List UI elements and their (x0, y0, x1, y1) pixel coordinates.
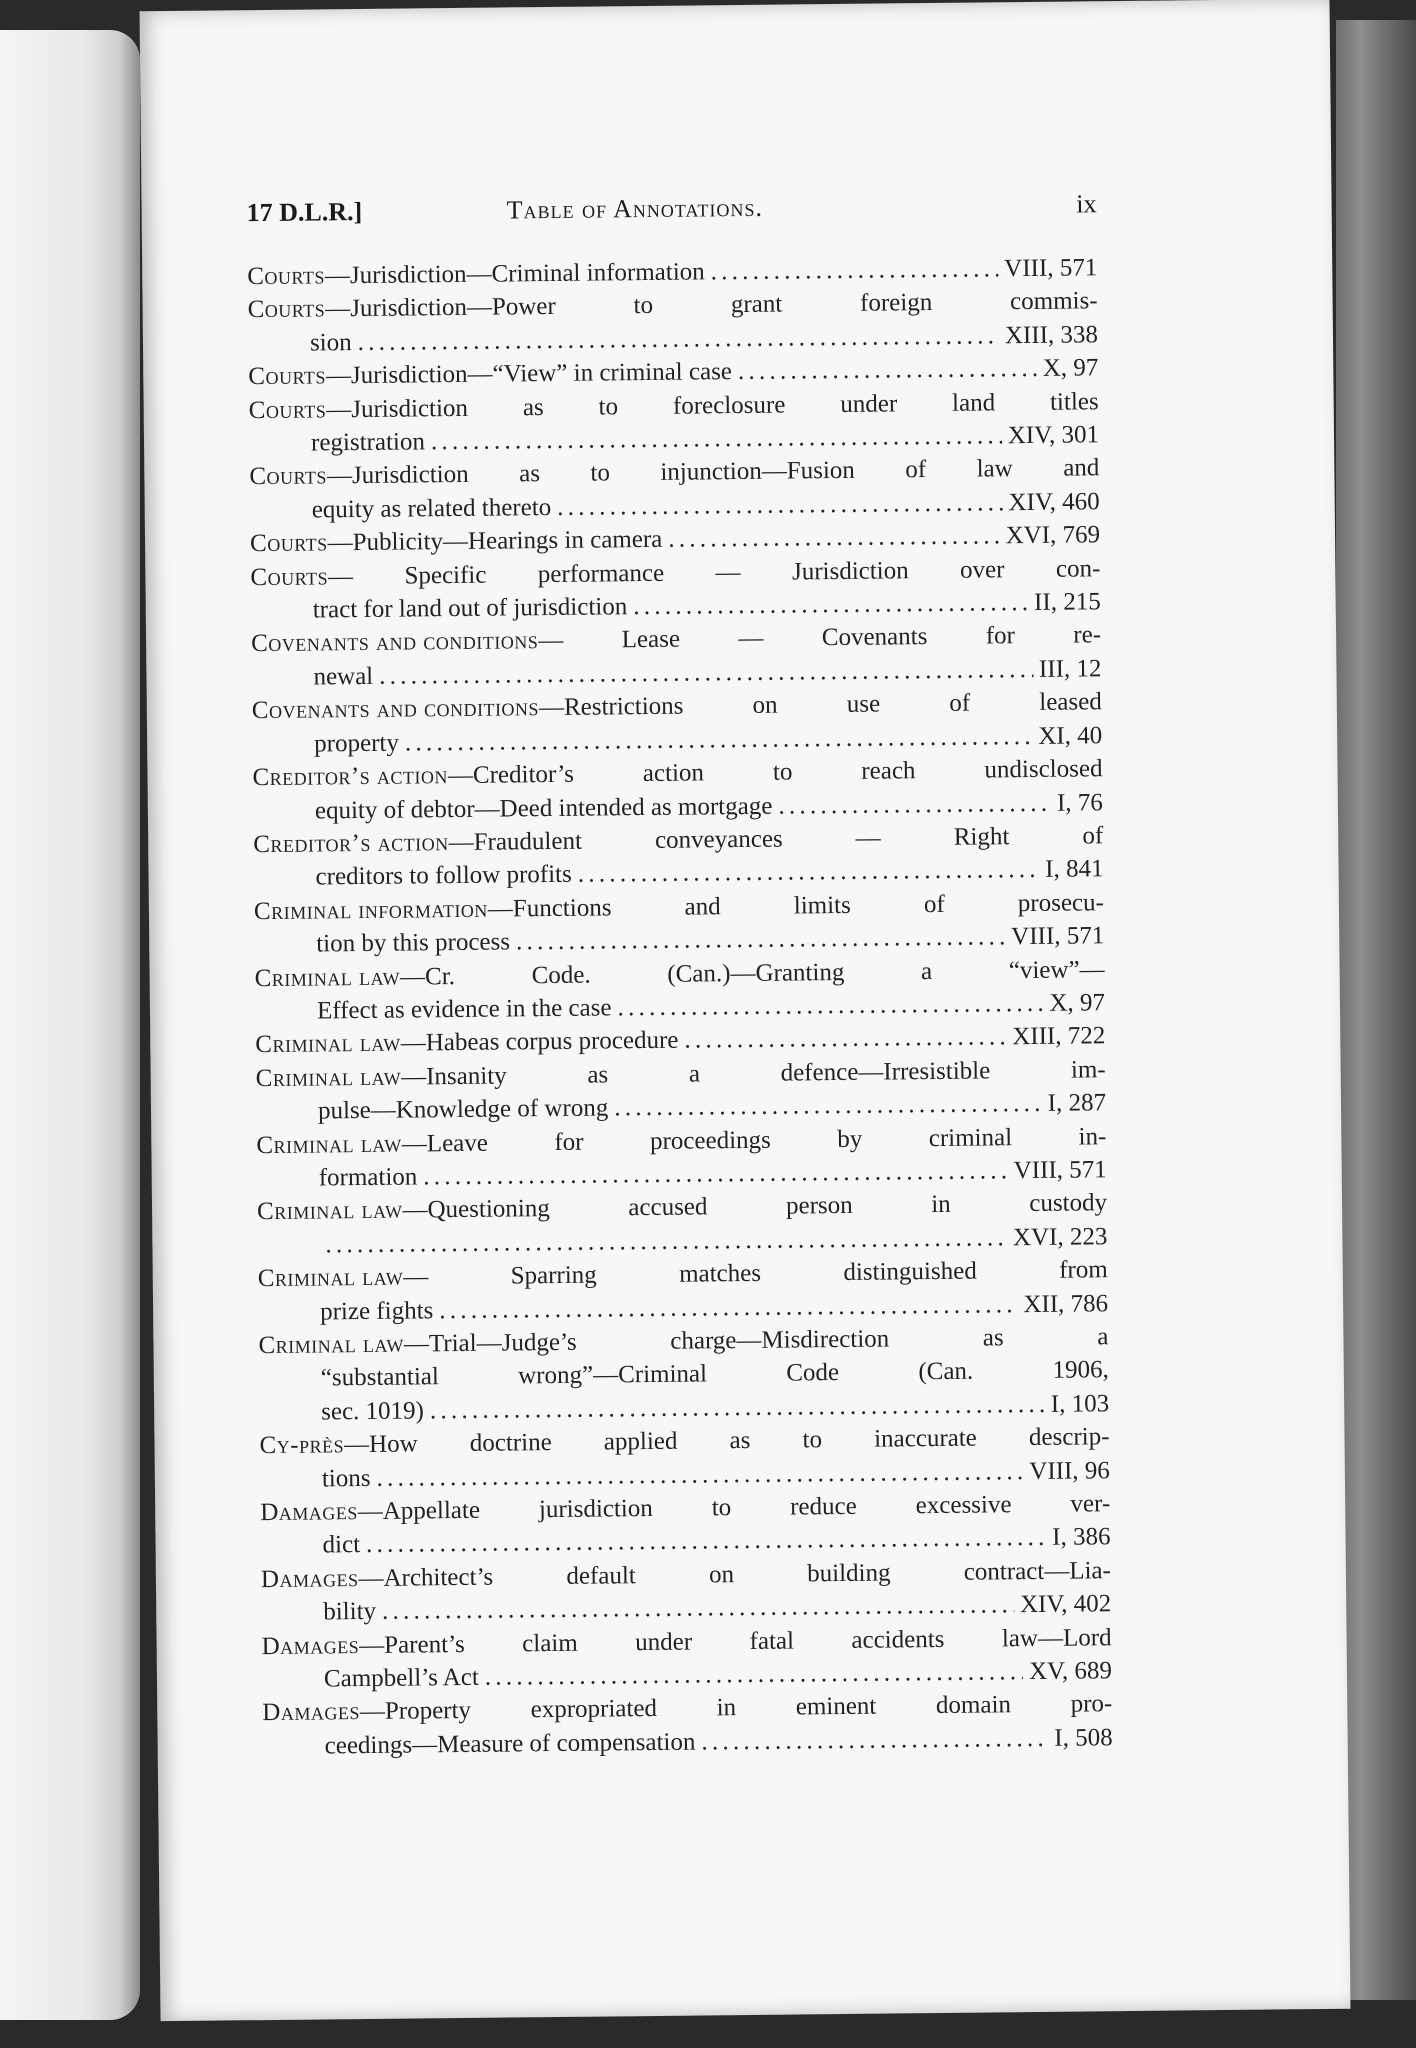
entry-text: —Jurisdiction—“View” in criminal case (325, 358, 733, 390)
entry-text: dict (322, 1531, 361, 1559)
entry-text: —Jurisdiction as to injunction—Fusion of law and (326, 454, 1100, 490)
entry-heading: Criminal law (258, 1330, 405, 1360)
entry-heading: Cy-près (259, 1431, 345, 1460)
entry-heading: Courts (249, 529, 328, 558)
entry-text: property (314, 729, 400, 758)
entry-heading: Courts (249, 462, 328, 491)
entry-text: prize fights (319, 1296, 434, 1326)
entry-reference: XVI, 223 (1012, 1222, 1108, 1251)
entry-heading: Criminal law (255, 1063, 402, 1092)
entry-text: tions (321, 1464, 371, 1493)
entry-heading: Damages (260, 1498, 358, 1527)
index-entry (258, 1320, 1109, 1429)
entry-reference: XI, 40 (1038, 721, 1103, 750)
entry-reference: XIII, 338 (1004, 321, 1099, 350)
dot-leader (738, 352, 1037, 389)
entry-reference: II, 215 (1033, 588, 1101, 617)
entry-reference: I, 76 (1056, 788, 1103, 817)
entry-text: tion by this process (316, 928, 511, 958)
entry-reference: I, 841 (1045, 855, 1104, 884)
entry-text: —Parent’s claim under fatal accidents law—Lord (359, 1623, 1112, 1659)
index-entry (256, 1053, 1107, 1129)
entry-text: —Questioning accused person in custody (402, 1189, 1108, 1224)
index-entry (251, 619, 1102, 695)
entry-text: —Publicity—Hearings in camera (327, 526, 663, 557)
entry-heading: Courts (247, 295, 326, 324)
dot-leader (633, 586, 1028, 624)
entry-reference: VIII, 571 (1013, 1156, 1107, 1185)
entry-text: “substantial wrong”—Criminal Code (Can. 1906, (320, 1356, 1109, 1392)
entry-heading: Creditor’s action (252, 762, 449, 792)
index-entry (253, 819, 1104, 895)
entry-reference: XII, 786 (1023, 1289, 1109, 1318)
page-number: ix (1076, 189, 1097, 219)
entry-text: pulse—Knowledge of wrong (317, 1094, 609, 1125)
entry-text: equity of debtor—Deed intended as mortgage (314, 792, 773, 824)
book-page (140, 0, 1351, 2021)
entry-heading: Criminal law (255, 1029, 401, 1059)
entry-reference: I, 287 (1047, 1089, 1107, 1117)
annotations-list (247, 251, 1113, 1763)
entry-reference: X, 97 (1049, 989, 1106, 1017)
entry-text: — Sparring matches distinguished from (403, 1256, 1108, 1291)
dot-leader (578, 853, 1040, 891)
index-entry (252, 686, 1103, 762)
entry-heading: Courts (248, 362, 327, 391)
entry-text: tract for land out of jurisdiction (312, 593, 628, 624)
entry-heading: Creditor’s action (253, 829, 449, 859)
entry-heading: Courts (250, 562, 329, 591)
entry-heading: Criminal law (254, 963, 401, 992)
entry-text: registration (310, 428, 426, 457)
entry-heading: Damages (262, 1698, 361, 1727)
entry-text: creditors to follow profits (315, 861, 572, 891)
index-entry (252, 752, 1103, 828)
index-entry (261, 1621, 1112, 1697)
entry-text: formation (318, 1163, 418, 1192)
entry-heading: Criminal law (256, 1196, 403, 1226)
index-entry (262, 1688, 1113, 1764)
entry-heading: Criminal law (256, 1130, 402, 1159)
entry-text: —Functions and limits of prosecu- (487, 888, 1105, 923)
entry-text: —How doctrine applied as to inaccurate descrip- (343, 1423, 1110, 1459)
entry-reference: XVI, 769 (1005, 521, 1101, 550)
index-entry (249, 452, 1100, 528)
page-title: Table of Annotations. (506, 192, 764, 225)
entry-reference: X, 97 (1042, 354, 1099, 383)
entry-text: — Lease — Covenants for re- (538, 621, 1102, 655)
index-entry (256, 1120, 1107, 1196)
entry-heading: Courts (248, 395, 327, 424)
index-entry (259, 1420, 1110, 1496)
entry-text: bility (323, 1598, 377, 1626)
index-entry (254, 953, 1105, 1029)
dot-leader (557, 486, 1003, 524)
entry-reference: XIV, 460 (1008, 488, 1100, 517)
entry-text: —Cr. Code. (Can.)—Granting a “view”— (399, 955, 1105, 991)
volume-label: 17 D.L.R.] (246, 196, 363, 228)
dot-leader (684, 1021, 1006, 1058)
entry-text: equity as related thereto (311, 493, 552, 524)
entry-reference: I, 103 (1050, 1390, 1110, 1418)
entry-reference: I, 386 (1052, 1523, 1111, 1552)
index-entry (250, 552, 1101, 628)
index-entry (247, 285, 1098, 361)
dot-leader (711, 252, 999, 288)
entry-reference: VIII, 571 (1004, 254, 1098, 283)
entry-reference: XV, 689 (1028, 1657, 1113, 1686)
entry-heading: Criminal information (253, 895, 488, 925)
entry-text: —Leave for proceedings by criminal in- (401, 1122, 1107, 1158)
entry-text: ceedings—Measure of compensation (324, 1728, 696, 1760)
entry-text: —Restrictions on use of leased (538, 688, 1102, 722)
entry-text: —Creditor’s action to reach undisclosed (447, 755, 1103, 790)
running-header (246, 189, 1096, 238)
entry-reference: VIII, 571 (1011, 922, 1105, 951)
index-entry (257, 1187, 1108, 1263)
entry-heading: Covenants and conditions (251, 694, 540, 725)
entry-text: —Jurisdiction—Criminal information (324, 258, 705, 290)
entry-text: —Architect’s default on building contract—Lia- (358, 1557, 1112, 1592)
index-entry (261, 1554, 1112, 1630)
entry-heading: Damages (261, 1631, 360, 1660)
entry-heading: Criminal law (257, 1263, 404, 1293)
dot-leader (617, 987, 1043, 1025)
facing-page-edge (0, 30, 140, 2020)
dot-leader (485, 1655, 1024, 1694)
entry-reference: III, 12 (1038, 655, 1102, 683)
entry-text: newal (313, 662, 374, 691)
dot-leader (614, 1087, 1042, 1125)
entry-text: — Specific performance — Jurisdiction over con- (327, 554, 1101, 590)
entry-text: —Insanity as a defence—Irresistible im- (401, 1055, 1106, 1091)
entry-text: —Jurisdiction as to foreclosure under land titles (326, 387, 1099, 423)
entry-heading: Courts (247, 262, 326, 291)
entry-text: sec. 1019) (321, 1397, 425, 1426)
entry-text: —Fraudulent conveyances — Right of (448, 822, 1104, 856)
entry-text: —Property expropriated in eminent domain pro- (359, 1690, 1113, 1726)
dot-leader (778, 786, 1051, 822)
dot-leader (701, 1722, 1048, 1759)
book-edge (1336, 20, 1416, 2000)
entry-heading: Damages (260, 1564, 359, 1593)
entry-reference: XIII, 722 (1012, 1022, 1106, 1051)
index-entry (254, 886, 1105, 962)
entry-reference: XIV, 301 (1007, 421, 1100, 450)
entry-text: Effect as evidence in the case (316, 994, 612, 1025)
index-entry (260, 1487, 1111, 1563)
entry-text: —Jurisdiction—Power to grant foreign commis- (325, 287, 1098, 323)
entry-text: —Habeas corpus procedure (400, 1027, 679, 1057)
entry-text: —Appellate jurisdiction to reduce excessive ver- (357, 1490, 1111, 1526)
entry-reference: VIII, 96 (1029, 1456, 1110, 1485)
entry-text: Campbell’s Act (323, 1663, 479, 1693)
entry-reference: XIV, 402 (1019, 1590, 1112, 1619)
dot-leader (516, 920, 1006, 959)
entry-heading: Covenants and conditions (251, 627, 539, 658)
entry-text: —Trial—Judge’s charge—Misdirection as a (403, 1323, 1109, 1358)
dot-leader (668, 520, 1000, 557)
entry-reference: I, 508 (1054, 1724, 1113, 1752)
index-entry (249, 385, 1100, 461)
index-entry (258, 1253, 1109, 1329)
entry-text: sion (309, 328, 352, 357)
